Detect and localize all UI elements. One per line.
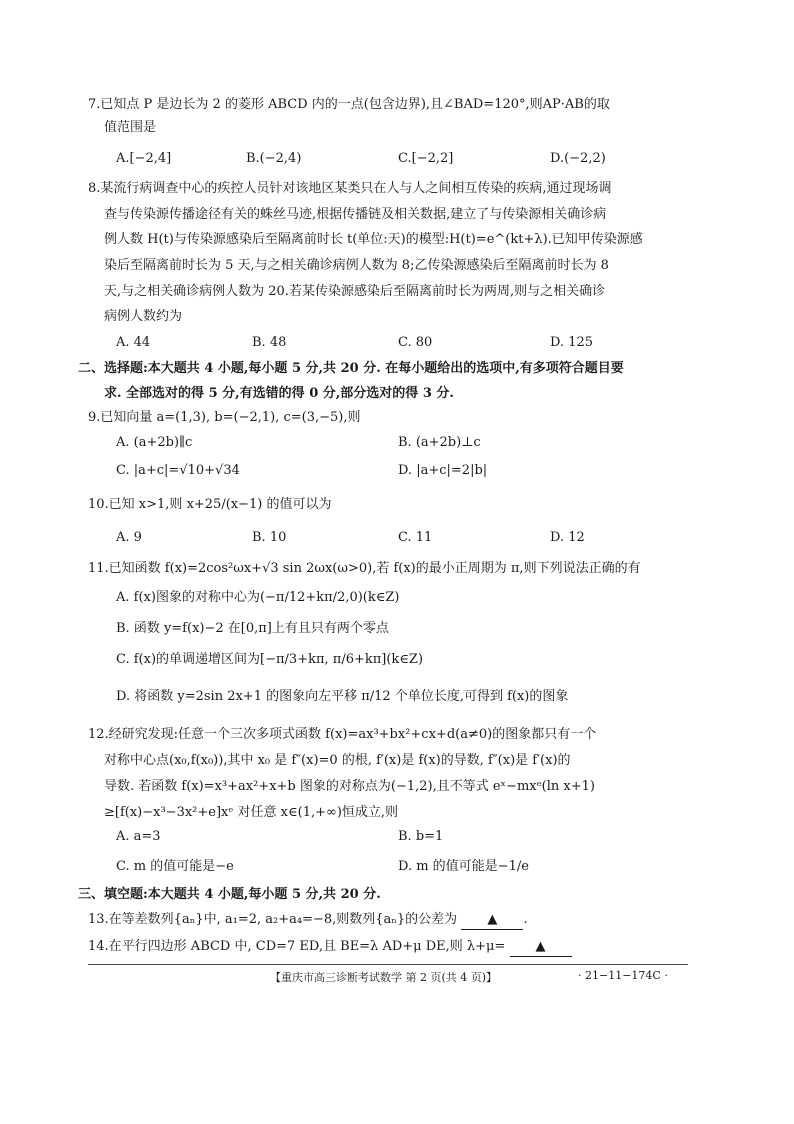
q12-stem-line3: 导数. 若函数 f(x)=x³+ax²+x+b 图象的对称点为(−1,2),且不等式 eˣ−mxᵉ(ln x+1) xyxy=(104,779,595,794)
q11-option-a: A. f(x)图象的对称中心为(−π/12+kπ/2,0)(k∈Z) xyxy=(116,590,400,605)
q9-stem: 9.已知向量 a=(1,3), b=(−2,1), c=(3,−5),则 xyxy=(88,410,361,425)
q8-stem-line4: 染后至隔离前时长为 5 天,与之相关确诊病例人数为 8;乙传染源感染后至隔离前时长为 8 xyxy=(104,258,609,273)
q13-stem-row xyxy=(88,911,527,930)
q14-stem-row xyxy=(88,938,572,957)
footer-right: · 21−11−174C · xyxy=(578,969,668,982)
q8-stem-line5: 天,与之相关确诊病例人数为 20.若某传染源感染后至隔离前时长为两周,则与之相关确诊 xyxy=(104,284,606,299)
q9-option-a: A. (a+2b)∥c xyxy=(116,435,193,450)
q9-option-c: C. |a+c|=√10+√34 xyxy=(116,463,240,478)
q11-option-b: B. 函数 y=f(x)−2 在[0,π]上有且只有两个零点 xyxy=(116,621,389,636)
q8-stem-line3: 例人数 H(t)与传染源感染后至隔离前时长 t(单位:天)的模型:H(t)=e^(kt+λ).已知甲传染源感 xyxy=(104,232,643,247)
page-footer xyxy=(88,964,688,984)
q12-stem-line2: 对称中心点(x₀,f(x₀)),其中 x₀ 是 f″(x)=0 的根, f′(x)是 f(x)的导数, f″(x)是 f′(x)的 xyxy=(104,753,571,768)
q8-option-b: B. 48 xyxy=(252,335,287,350)
section3-heading: 三、填空题:本大题共 4 小题,每小题 5 分,共 20 分. xyxy=(78,887,381,902)
q11-stem: 11.已知函数 f(x)=2cos²ωx+√3 sin 2ωx(ω>0),若 f(x)的最小正周期为 π,则下列说法正确的有 xyxy=(88,561,641,576)
q14-stem: 14.在平行四边形 ABCD 中, CD=7 ED,且 BE=λ AD+μ DE,则 λ+μ= xyxy=(88,939,506,954)
q12-stem-line1: 12.经研究发现:任意一个三次多项式函数 f(x)=ax³+bx²+cx+d(a≠0)的图象都只有一个 xyxy=(88,727,597,742)
footer-center: 【重庆市高三诊断考试数学 第 2 页(共 4 页)】 xyxy=(270,971,498,984)
q10-option-a: A. 9 xyxy=(116,530,142,545)
q11-option-d: D. 将函数 y=2sin 2x+1 的图象向左平移 π/12 个单位长度,可得到 f(x)的图象 xyxy=(116,689,569,704)
q7-option-b: B.(−2,4) xyxy=(246,151,302,166)
q7-option-d: D.(−2,2) xyxy=(550,151,606,166)
q8-option-d: D. 125 xyxy=(550,335,594,350)
q7-option-a: A.[−2,4] xyxy=(116,151,172,166)
q12-option-d: D. m 的值可能是−1/e xyxy=(398,859,529,874)
q12-option-b: B. b=1 xyxy=(398,829,444,844)
q7-option-c: C.[−2,2] xyxy=(398,151,454,166)
q7-stem-line2: 值范围是 xyxy=(104,120,157,135)
q8-stem-line1: 8.某流行病调查中心的疾控人员针对该地区某类只在人与人之间相互传染的疾病,通过现场调 xyxy=(88,181,612,196)
q10-option-d: D. 12 xyxy=(550,530,585,545)
q12-stem-line4: ≥[f(x)−x³−3x²+e]xᵉ 对任意 x∈(1,+∞)恒成立,则 xyxy=(104,805,399,820)
q10-option-c: C. 11 xyxy=(398,530,433,545)
q8-stem-line6: 病例人数约为 xyxy=(104,309,183,324)
q13-stem: 13.在等差数列{aₙ}中, a₁=2, a₂+a₄=−8,则数列{aₙ}的公差为 xyxy=(88,912,458,927)
q12-option-a: A. a=3 xyxy=(116,829,161,844)
q9-option-b: B. (a+2b)⊥c xyxy=(398,435,481,450)
q10-option-b: B. 10 xyxy=(252,530,287,545)
section2-heading-line1: 二、选择题:本大题共 4 小题,每小题 5 分,共 20 分. 在每小题给出的选项中,有多项符合题目要 xyxy=(78,361,624,376)
q12-option-c: C. m 的值可能是−e xyxy=(116,859,234,874)
section2-heading-line2: 求. 全部选对的得 5 分,有选错的得 0 分,部分选对的得 3 分. xyxy=(104,386,454,401)
q13-answer-blank[interactable] xyxy=(461,911,523,930)
q8-option-c: C. 80 xyxy=(398,335,433,350)
q7-stem-line1: 7.已知点 P 是边长为 2 的菱形 ABCD 内的一点(包含边界),且∠BAD=120°,则AP·AB的取 xyxy=(88,97,610,112)
q11-option-c: C. f(x)的单调递增区间为[−π/3+kπ, π/6+kπ](k∈Z) xyxy=(116,652,424,667)
q13-end: . xyxy=(523,912,528,927)
q8-stem-line2: 查与传染源传播途径有关的蛛丝马迹,根据传播链及相关数据,建立了与传染源相关确诊病 xyxy=(104,207,607,222)
q14-answer-blank[interactable] xyxy=(510,938,572,957)
q13-blank-marker: ▲ xyxy=(487,912,498,927)
q8-option-a: A. 44 xyxy=(116,335,151,350)
q10-stem: 10.已知 x>1,则 x+25/(x−1) 的值可以为 xyxy=(88,497,332,512)
q9-option-d: D. |a+c|=2|b| xyxy=(398,463,488,478)
q14-blank-marker: ▲ xyxy=(535,939,546,954)
